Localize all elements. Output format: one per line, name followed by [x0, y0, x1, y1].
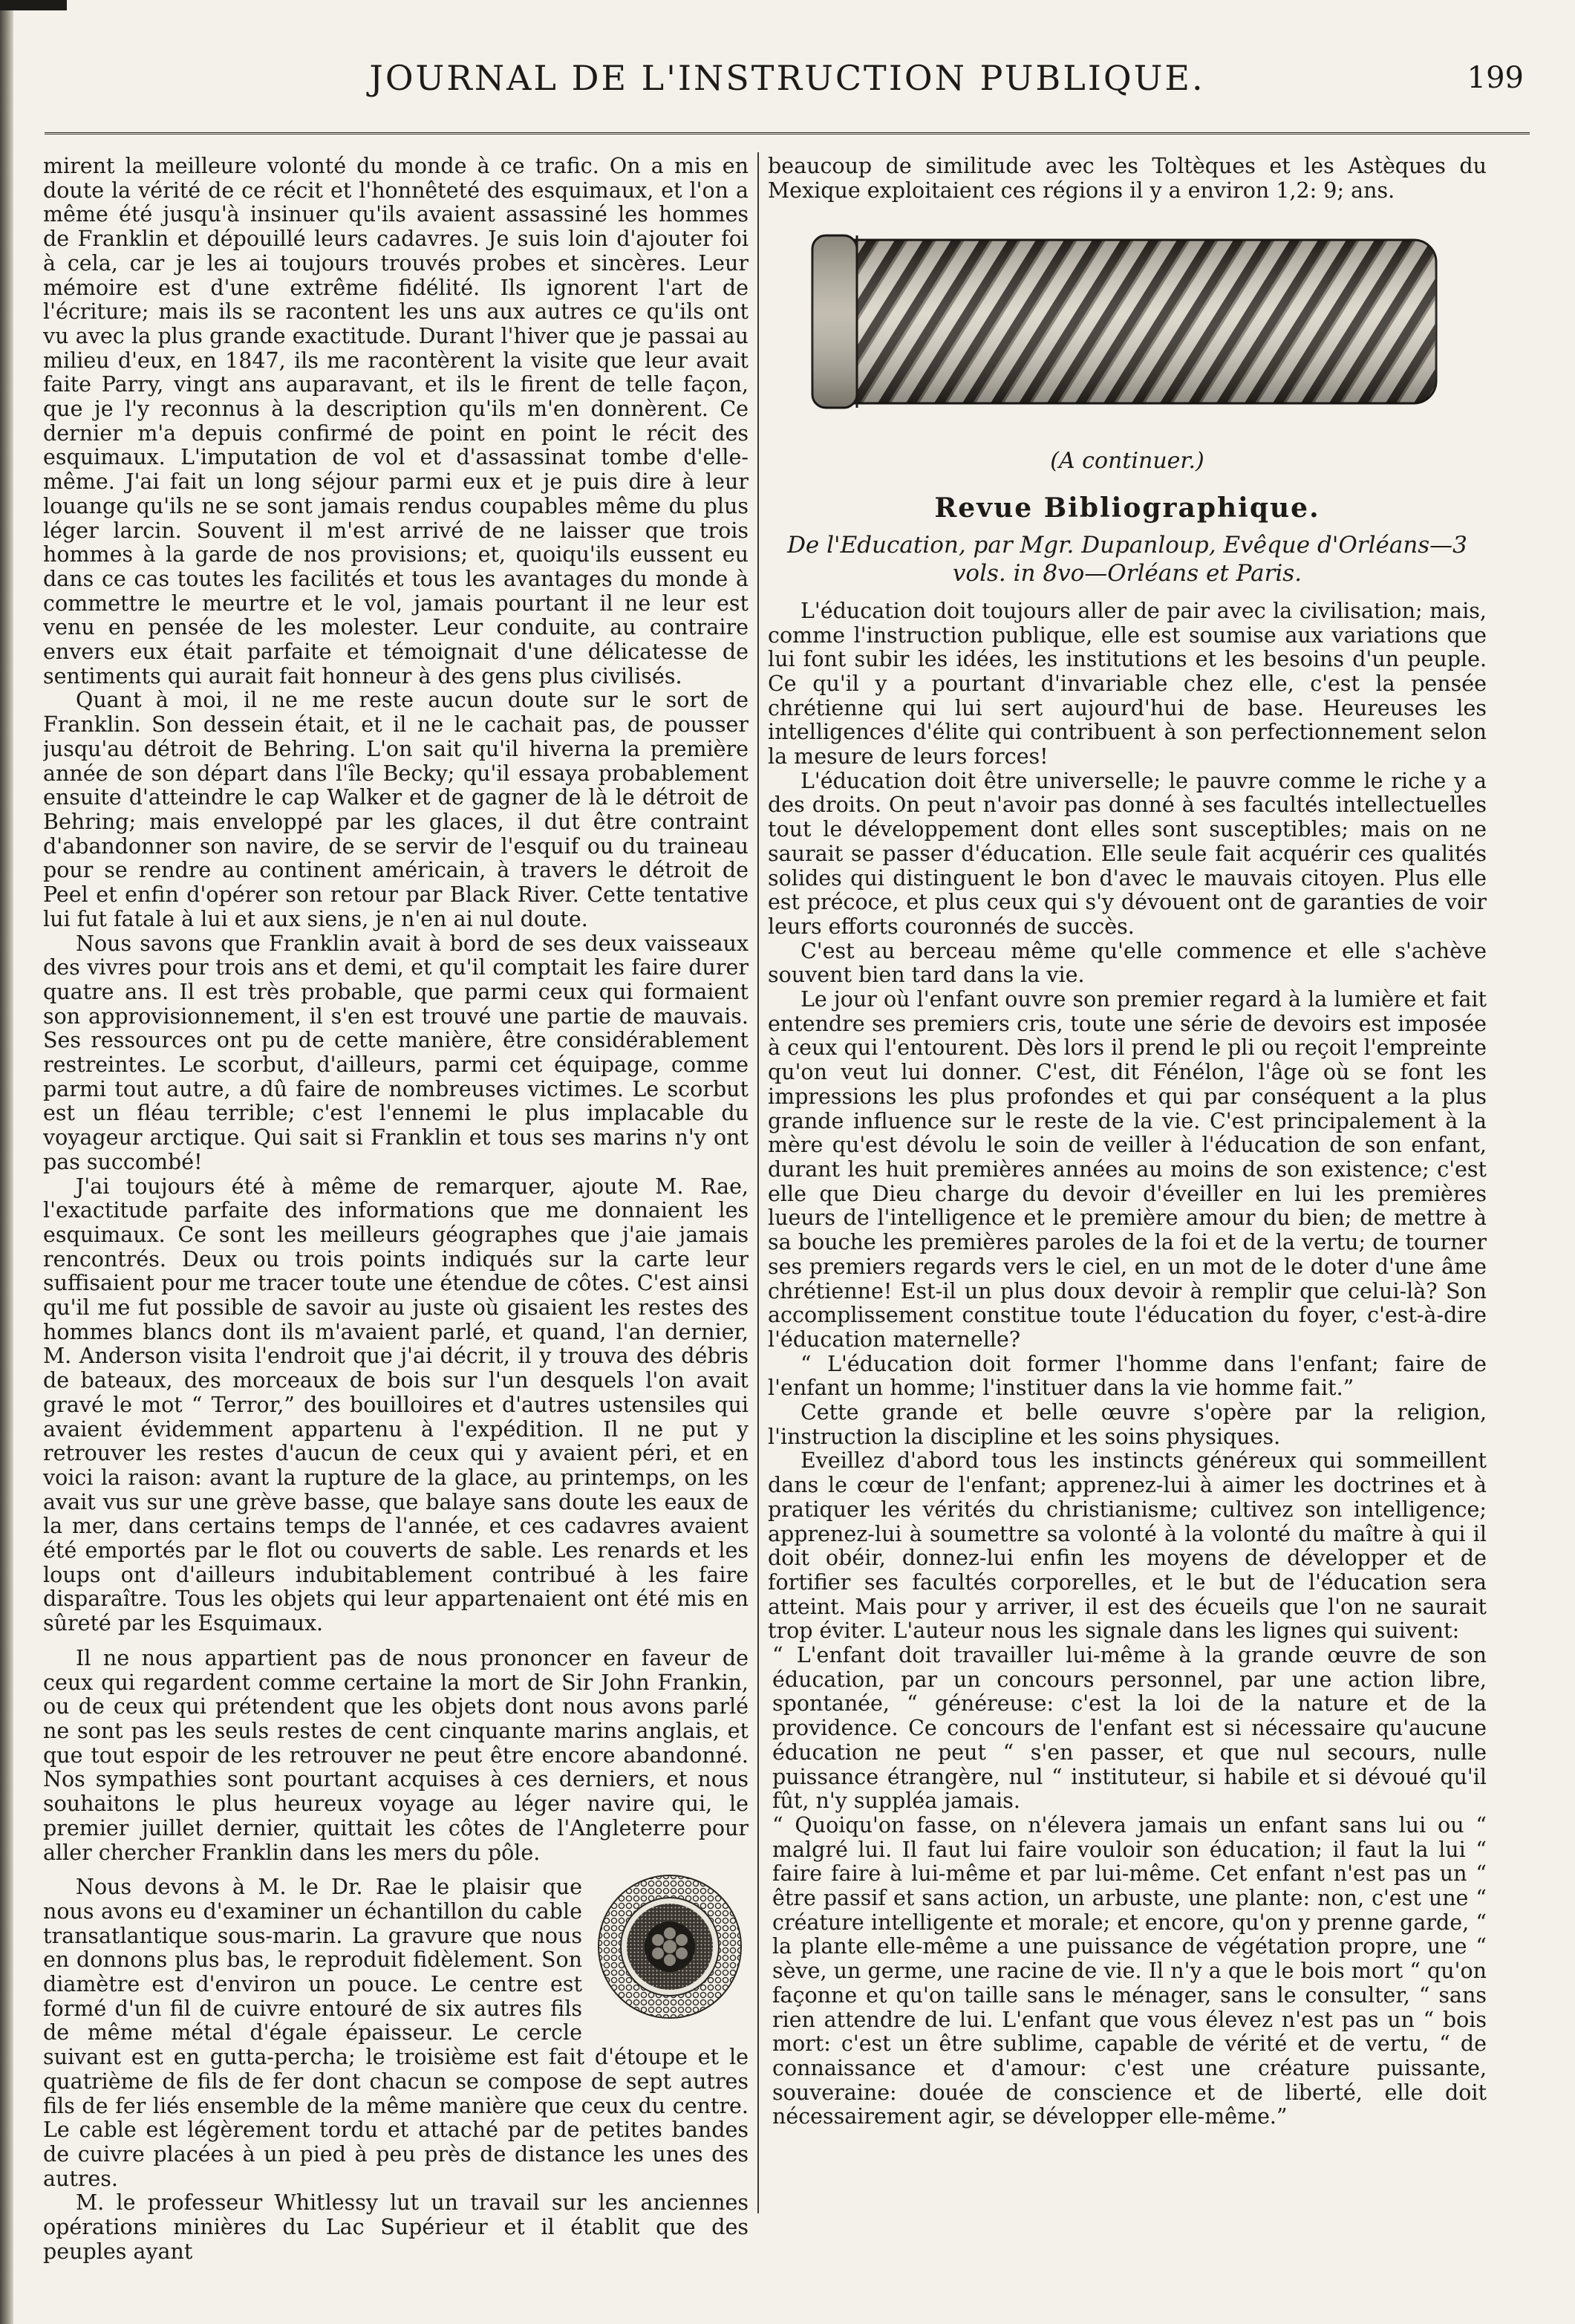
paragraph: beaucoup de similitude avec les Toltèques et les Astèques du Mexique exploitaient ces régions il y a environ 1,2: 9; ans.	[768, 154, 1487, 203]
quote-paragraph: “ Quoiqu'on fasse, on n'élevera jamais un enfant sans lui ou “ malgré lui. Il faut lui faire vouloir son éducation; il faut la lui “ faire faire à lui-même et par lui-même. Cet enfant n'est pas un “ être passif et sans action, un arbuste, une plante: non, c'est une “ créature intelligente et morale; et encore, qu'on y prenne garde, “ la plante elle-même a une puissance de végétation propre, une “ sève, un germe, une racine de vie. Il n'y a que le bois mort “ qu'on façonne et qu'on taille sans le ménager, sans le consulter, “ sans rien attendre de lui. L'enfant que vous élevez n'est pas un “ bois mort: c'est un être sublime, capable de vérité et de vertu, “ de connaissance et d'amour: c'est une créature puissante, souveraine: douée de conscience et de liberté, elle doit nécessairement agir, se développer elle-même.”	[772, 1812, 1487, 2129]
paragraph: Il ne nous appartient pas de nous prononcer en faveur de ceux qui regardent comme certaine la mort de Sir John Frankin, ou de ceux qui prétendent que les objets dont nous avons parlé ne sont pas les seuls restes de cent cinquante marins anglais, et que tout espoir de les retrouver ne peut être encore abandonné. Nos sympathies sont pourtant acquises à ces derniers, et nous souhaitons le plus heureux voyage au léger navire qui, le premier juillet dernier, quittait les côtes de l'Angleterre pour aller chercher Franklin dans les mers du pôle.	[43, 1645, 749, 1865]
running-title: JOURNAL DE L'INSTRUCTION PUBLIQUE.	[369, 58, 1205, 98]
page-binding-edge	[0, 0, 13, 2324]
page-number: 199	[1467, 61, 1524, 95]
cable-figure	[768, 218, 1473, 440]
paragraph: Eveillez d'abord tous les instincts généreux qui sommeillent dans le cœur de l'enfant; apprenez-lui à aimer les doctrines et à pratiquer les vérités du christianisme; cultivez son intelligence; apprenez-lui à soumettre sa volonté à la volonté du maître à qui il doit obéir, donnez-lui enfin les moyens de développer et de fortifier ses facultés corporelles, et le but de l'éducation sera atteint. Mais pour y arriver, il est des écueils que l'on ne saurait trop éviter. L'auteur nous les signale dans les lignes qui suivent:	[768, 1448, 1487, 1644]
page-header	[45, 58, 1530, 117]
quote-paragraph: “ L'enfant doit travailler lui-même à la grande œuvre de son éducation, par un concours personnel, par une action libre, spontanée, “ généreuse: c'est la loi de la nature et de la providence. Ce concours de l'enfant est si nécessaire qu'aucune éducation ne peut “ s'en passer, et que nul secours, nulle puissance étrangère, nul “ instituteur, si habile et si dévoué qu'il fût, n'y suppléa jamais.	[772, 1643, 1487, 1814]
paragraph: Cette grande et belle œuvre s'opère par la religion, l'instruction la discipline et les soins physiques.	[768, 1400, 1487, 1449]
cable-side-view-engraving	[768, 218, 1487, 440]
cable-cross-section-figure	[596, 1872, 744, 2021]
bibliographic-reference: De l'Education, par Mgr. Dupanloup, Evêque d'Orléans—3 vols. in 8vo—Orléans et Paris.	[787, 531, 1467, 587]
right-column	[768, 154, 1487, 2308]
column-divider	[757, 152, 759, 2213]
paragraph: M. le professeur Whitlessy lut un travail sur les anciennes opérations minières du Lac Supérieur et il établit que des peuples ayant	[43, 2190, 749, 2264]
block-quote	[768, 1644, 1487, 2129]
paragraph: L'éducation doit toujours aller de pair avec la civilisation; mais, comme l'instruction publique, elle est soumise aux variations que lui font subir les idées, les institutions et les besoins d'un peuple. Ce qu'il y a pourtant d'invariable chez elle, c'est la pensée chrétienne qui lui sert aujourd'hui de base. Heureuses les intelligences d'élite qui contribuent à son perfectionnement selon la mesure de leurs forces!	[768, 598, 1487, 769]
paragraph: Nous savons que Franklin avait à bord de ses deux vaisseaux des vivres pour trois ans et demi, et qu'il comptait les faire durer quatre ans. Il est très probable, que parmi ceux qui formaient son approvisionnement, il s'en est trouvé une partie de mauvais. Ses ressources ont pu de cette manière, être considérablement restreintes. Le scorbut, d'ailleurs, parmi cet équipage, comme parmi tout autre, a dû faire de nombreuses victimes. Le scorbut est un fléau terrible; c'est l'ennemi le plus implacable du voyageur arctique. Qui sait si Franklin et tous ses marins n'y ont pas succombé!	[43, 931, 749, 1174]
section-title: Revue Bibliographique.	[934, 492, 1320, 524]
paragraph: J'ai toujours été à même de remarquer, ajoute M. Rae, l'exactitude parfaite des informations que me donnaient les esquimaux. Ce sont les meilleurs géographes que j'aie jamais rencontrés. Deux ou trois points indiqués sur la carte leur suffisaient pour me tracer toute une étendue de côtes. C'est ainsi qu'il me fut possible de savoir au juste où gisaient les restes des hommes blancs dont ils m'avaient parlé, et quand, l'an dernier, M. Anderson visita l'endroit que j'ai décrit, il y trouva des débris de bateaux, des morceaux de bois sur l'un desquels l'on avait gravé le mot “ Terror,” des bouilloires et d'autres ustensiles qui avaient évidemment appartenu à l'expédition. Il ne put y retrouver les restes d'aucun de ceux qui y avaient péri, et en voici la raison: avant la rupture de la glace, au printemps, on les avait vus sur une grève basse, que balaye sans doute les eaux de la mer, dans certains temps de l'année, et ces cadavres avaient été emportés par le flot ou couverts de sable. Les renards et les loups ont d'ailleurs indubitablement contribué à les faire disparaître. Tous les objets qui leur appartenaient ont été mis en sûreté par les Esquimaux.	[43, 1174, 749, 1636]
left-column	[43, 154, 749, 2308]
paragraph: mirent la meilleure volonté du monde à ce trafic. On a mis en doute la vérité de ce récit et l'honnêteté des esquimaux, et l'on a même été jusqu'à insinuer qu'ils avaient assassiné les hommes de Franklin et dépouillé leurs cadavres. Je suis loin d'ajouter foi à cela, car je les ai toujours trouvés probes et sincères. Leur mémoire est d'une extrême fidélité. Ils ignorent l'art de l'écriture; mais ils se racontent les uns aux autres ce qu'ils ont vu avec la plus grande exactitude. Durant l'hiver que je passai au milieu d'eux, en 1847, ils me racontèrent la visite que leur avait faite Parry, vingt ans auparavant, et ils le firent de telle façon, que je l'y reconnus à la description qu'ils m'en donnèrent. Ce dernier m'a depuis confirmé de point en point le récit des esquimaux. L'imputation de vol et d'assassinat tombe d'elle-même. J'ai fait un long séjour parmi eux et je puis dire à leur louange qu'ils ne se sont jamais rendus coupables même du plus léger larcin. Souvent il m'est arrivé de ne laisser que trois hommes à la garde de nos provisions; et, quoiqu'ils eussent eu dans ce cas toutes les facilités et tous les avantages du monde à commettre le meurtre et le vol, jamais pourtant il ne leur est venu en pensée de les molester. Leur conduite, au contraire envers eux était parfaite et témoignait d'une délicatesse de sentiments qui aurait fait honneur à des gens plus civilisés.	[43, 154, 749, 689]
corner-mark	[0, 0, 67, 10]
paragraph: Le jour où l'enfant ouvre son premier regard à la lumière et fait entendre ses premiers cris, toute une série de devoirs est imposée à ceux qui l'entourent. Dès lors il prend le pli ou reçoit l'empreinte qu'on veut lui donner. C'est, dit Fénélon, l'âge où se font les impressions les plus profondes et qui par conséquent a la plus grande influence sur le reste de la vie. C'est principalement à la mère qu'est dévolu le soin de veiller à l'éducation de son enfant, durant les huit premières années au moins de son existence; c'est elle que Dieu charge du devoir d'éveiller en lui les premières lueurs de l'intelligence et le première amour du bien; de mettre à sa bouche les premières paroles de la foi et de la vertu; de tourner ses premiers regards vers le ciel, en un mot de le doter d'une âme chrétienne! Est-il un plus doux devoir à remplir que celui-là? Son accomplissement constitue toute l'éducation du foyer, c'est-à-dire l'éducation maternelle?	[768, 987, 1487, 1352]
paragraph: Quant à moi, il ne me reste aucun doute sur le sort de Franklin. Son dessein était, et il ne le cachait pas, de pousser jusqu'au détroit de Behring. L'on sait qu'il hiverna la première année de son départ dans l'île Becky; qu'il essaya probablement ensuite d'atteindre le cap Walker et de gagner de là le détroit de Behring; mais enveloppé par les glaces, il dut être contraint d'abandonner son navire, de se servir de l'esquif ou du traineau pour se rendre au continent américain, à travers le détroit de Peel et enfin d'opérer son retour par Black River. Cette tentative lui fut fatale à lui et aux siens, je n'en ai nul doute.	[43, 688, 749, 931]
paragraph: C'est au berceau même qu'elle commence et elle s'achève souvent bien tard dans la vie.	[768, 938, 1487, 988]
header-rule	[45, 132, 1530, 134]
paragraph: “ L'éducation doit former l'homme dans l'enfant; faire de l'enfant un homme; l'instituer dans la vie homme fait.”	[768, 1351, 1487, 1401]
figure-caption: (A continuer.)	[1050, 448, 1204, 475]
cable-cross-section-engraving	[596, 1872, 744, 2021]
paragraph: L'éducation doit être universelle; le pauvre comme le riche y a des droits. On peut n'avoir pas donné à ses facultés intellectuelles tout le développement dont elles sont susceptibles; mais on ne saurait se passer d'éducation. Elle seule fait acquérir ces qualités solides qui distinguent le bon d'avec le mauvais citoyen. Plus elle est précoce, et plus ceux qui s'y dévouent ont de garanties de voir leurs efforts couronnés de succès.	[768, 768, 1487, 939]
paragraph: Nous devons à M. le Dr. Rae le plaisir que nous avons eu d'examiner un échantillon du cable transatlantique sous-marin. La gravure que nous en donnons plus bas, le reproduit fidèlement. Son diamètre est d'environ un pouce. Le centre est formé d'un fil de cuivre entouré de six autres fils de même métal d'égale épaisseur. Le cercle suivant est en gutta-percha; le troisième est fait d'étoupe et le quatrième de fils de fer dont chacun se compose de sept autres fils de fer liés ensemble de la même manière que ceux du centre. Le cable est légèrement tordu et attaché par de petites bandes de cuivre placées à un pied à peu près de distance les unes des autres.	[43, 1875, 749, 2191]
